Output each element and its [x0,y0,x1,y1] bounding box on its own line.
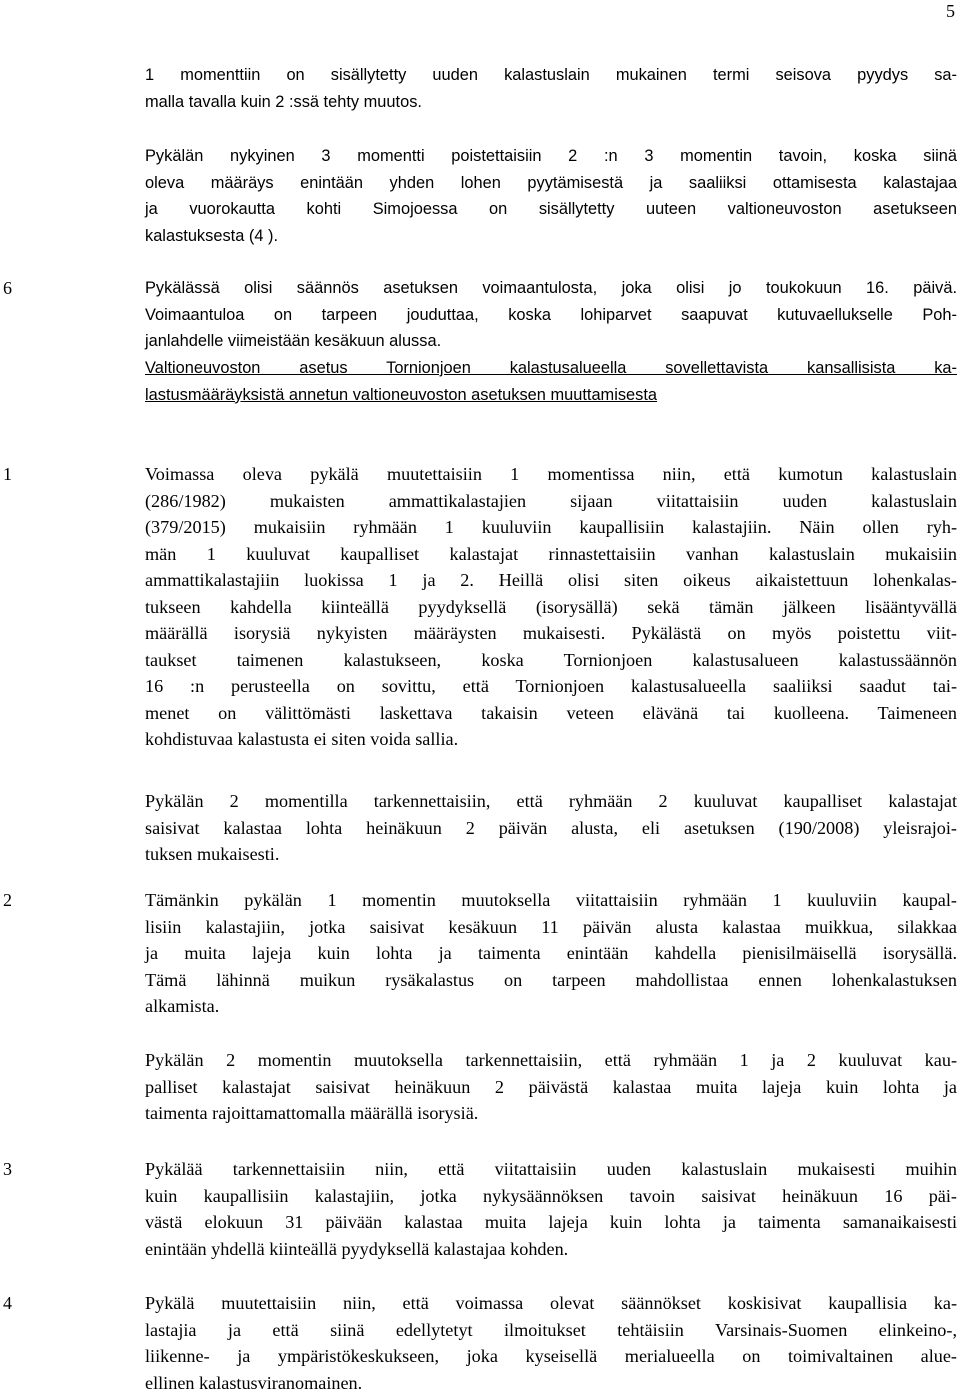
paragraph-text [145,1290,957,1396]
paragraph-text [145,887,957,1020]
text-line: liikenne- ja ympäristökeskukseen, joka kyseisellä merialueella on toimivaltainen alue- [145,1343,957,1370]
text-line: oleva määräys enintään yhden lohen pyytämisestä ja saaliiksi ottamisesta kalastajaa [145,170,957,197]
paragraph-text [145,275,957,355]
section-marker: 4 [3,1290,12,1317]
text-line: 1 momenttiin on sisällytetty uuden kalastuslain mukainen termi seisova pyydys sa- [145,62,957,89]
text-line: Valtioneuvoston asetus Tornionjoen kalastusalueella sovellettavista kansallisista ka- [145,355,957,382]
paragraph-text [145,62,957,115]
text-line: janlahdelle viimeistään kesäkuun alussa. [145,328,957,355]
text-line: (286/1982) mukaisten ammattikalastajien sijaan viitattaisiin uuden kalastuslain [145,488,957,515]
text-line: Tämä lähinnä muikun rysäkalastus on tarpeen mahdollistaa ennen lohenkalastuksen [145,967,957,994]
text-line: taukset taimenen kalastukseen, koska Tornionjoen kalastusalueen kalastussäännön [145,647,957,674]
text-line: Voimaantuloa on tarpeen jouduttaa, koska lohiparvet saapuvat kutuvaellukselle Poh- [145,302,957,329]
text-line: ellinen kalastusviranomainen. [145,1370,957,1396]
text-line: lastusmääräyksistä annetun valtioneuvoston asetuksen muuttamisesta [145,382,957,409]
section-marker: 3 [3,1156,12,1183]
text-line: Voimassa oleva pykälä muutettaisiin 1 momentissa niin, että kumotun kalastuslain [145,461,957,488]
page-number: 5 [946,0,955,22]
text-line: palliset kalastajat saisivat heinäkuun 2 päivästä kalastaa muita lajeja kuin lohta ja [145,1074,957,1101]
paragraph-text [145,788,957,868]
text-line: Pykälä muutettaisiin niin, että voimassa olevat säännökset koskisivat kaupallisia ka- [145,1290,957,1317]
text-line: Pykälää tarkennettaisiin niin, että viitattaisiin uuden kalastuslain mukaisesti muihin [145,1156,957,1183]
text-line: Pykälän 2 momentilla tarkennettaisiin, että ryhmään 2 kuuluvat kaupalliset kalastajat [145,788,957,815]
text-line: Pykälän nykyinen 3 momentti poistettaisiin 2 :n 3 momentin tavoin, koska siinä [145,143,957,170]
text-line: malla tavalla kuin 2 :ssä tehty muutos. [145,89,957,116]
text-line: kohdistuvaa kalastusta ei siten voida sallia. [145,726,957,753]
text-line: västä elokuun 31 päivään kalastaa muita lajeja kuin lohta ja taimenta samanaikaisesti [145,1209,957,1236]
text-line: enintään yhdellä kiinteällä pyydyksellä kalastajaa kohden. [145,1236,957,1263]
text-line: taimenta rajoittamattomalla määrällä isorysiä. [145,1100,957,1127]
text-line: saisivat kalastaa lohta heinäkuun 2 päivän alusta, eli asetuksen (190/2008) yleisrajoi- [145,815,957,842]
text-line: (379/2015) mukaisiin ryhmään 1 kuuluviin kaupallisiin kalastajiin. Näin ollen ryh- [145,514,957,541]
text-line: ja vuorokautta kohti Simojoessa on sisällytetty uuteen valtioneuvoston asetukseen [145,196,957,223]
text-line: kalastuksesta (4 ). [145,223,957,250]
text-line: ammattikalastajiin luokissa 1 ja 2. Heillä olisi siten oikeus aikaistettuun lohenkalas- [145,567,957,594]
text-line: alkamista. [145,993,957,1020]
text-line: lisiin kalastajiin, jotka saisivat kesäkuun 11 päivän alusta kalastaa muikkua, silakkaa [145,914,957,941]
paragraph-text [145,461,957,753]
text-line: kuin kaupallisiin kalastajiin, jotka nykysäännöksen tavoin saisivat heinäkuun 16 päi- [145,1183,957,1210]
section-marker: 6 [3,275,12,302]
section-marker: 1 [3,461,12,488]
text-line: 16 :n perusteella on sovittu, että Tornionjoen kalastusalueella saaliiksi saadut tai- [145,673,957,700]
paragraph-text [145,143,957,249]
text-line: tukseen kahdella kiinteällä pyydyksellä (isorysällä) sekä tämän jälkeen lisääntyvällä [145,594,957,621]
text-line: määrällä isorysiä nykyisten määräysten mukaisesti. Pykälästä on myös poistettu viit- [145,620,957,647]
paragraph-text [145,355,957,408]
text-line: lastajia ja että siinä edellytetyt ilmoitukset tehtäisiin Varsinais-Suomen elinkeino-, [145,1317,957,1344]
section-marker: 2 [3,887,12,914]
text-line: Pykälässä olisi säännös asetuksen voimaantulosta, joka olisi jo toukokuun 16. päivä. [145,275,957,302]
text-line: tuksen mukaisesti. [145,841,957,868]
text-line: män 1 kuuluvat kaupalliset kalastajat rinnastettaisiin vanhan kalastuslain mukaisiin [145,541,957,568]
text-line: ja muita lajeja kuin lohta ja taimenta enintään kahdella pienisilmäisellä isorysällä. [145,940,957,967]
text-line: Pykälän 2 momentin muutoksella tarkennettaisiin, että ryhmään 1 ja 2 kuuluvat kau- [145,1047,957,1074]
paragraph-text [145,1047,957,1127]
text-line: Tämänkin pykälän 1 momentin muutoksella viitattaisiin ryhmään 1 kuuluviin kaupal- [145,887,957,914]
text-line: menet on välittömästi laskettava takaisin veteen elävänä tai kuolleena. Taimeneen [145,700,957,727]
paragraph-text [145,1156,957,1262]
